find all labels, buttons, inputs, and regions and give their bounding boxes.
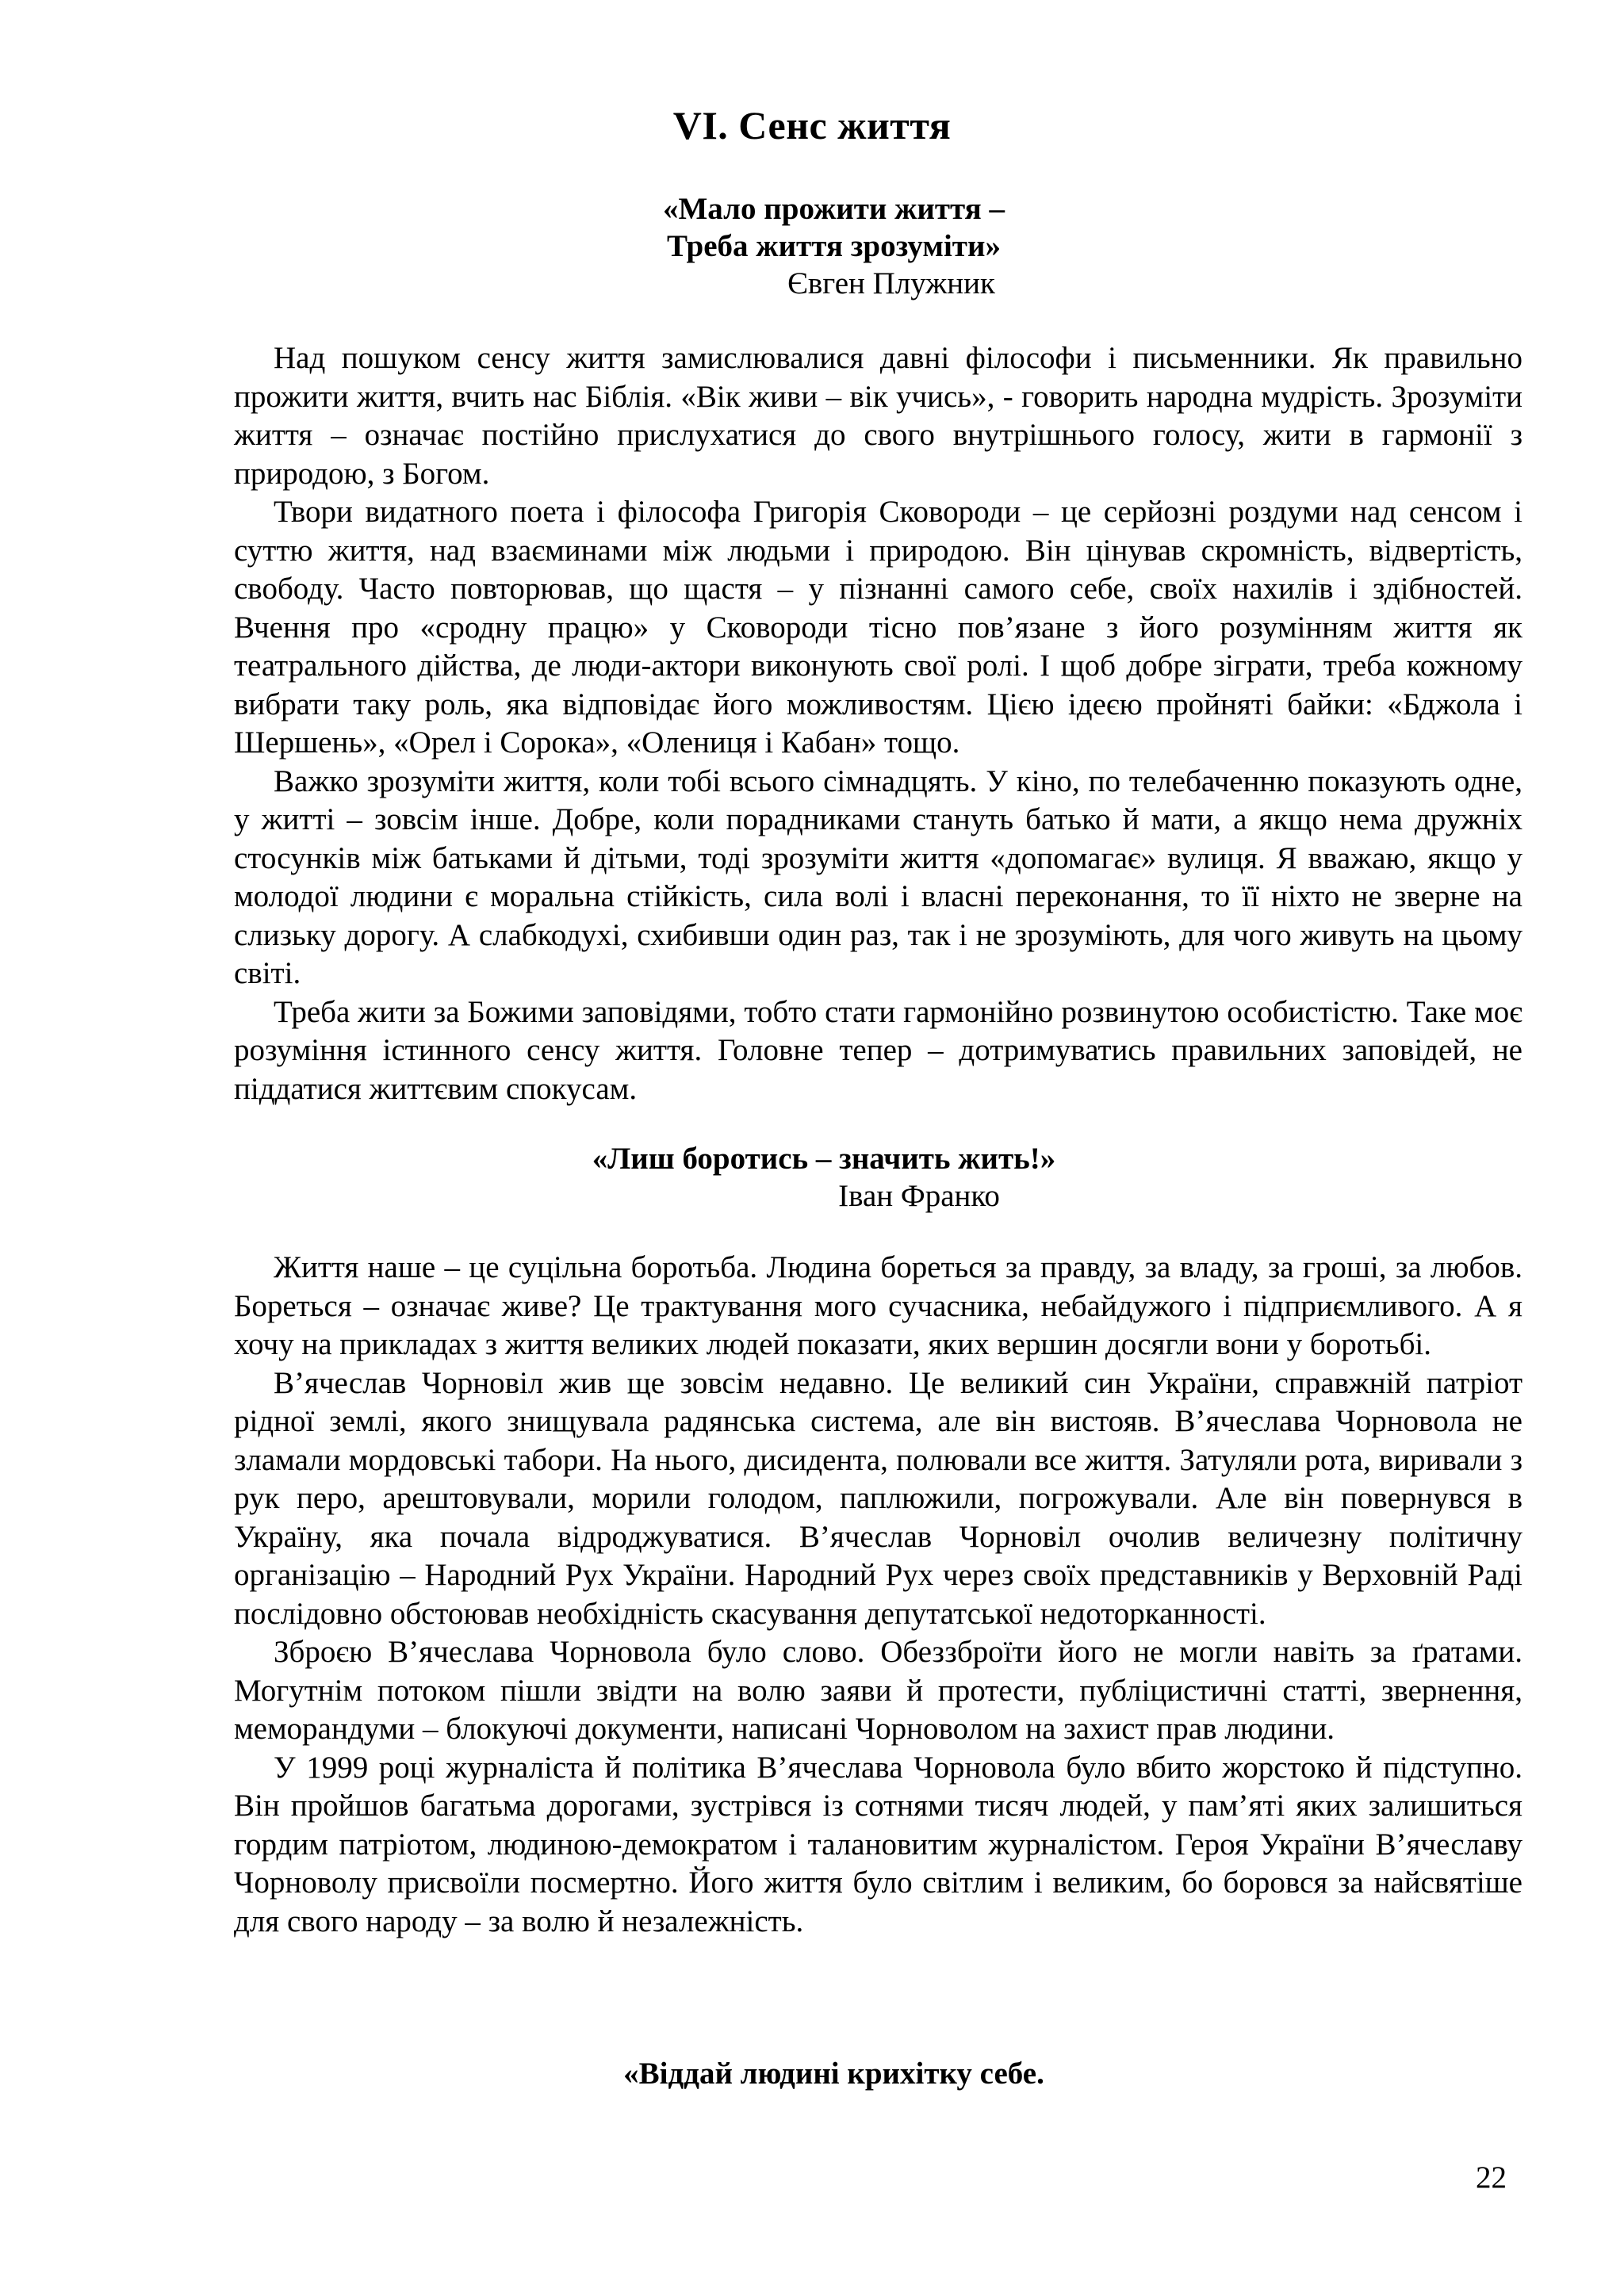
section-2-body	[234, 1249, 1522, 1941]
epigraph-line: Треба життя зрозуміти»	[667, 229, 1001, 263]
epigraph-line: «Лиш боротись – значить жить!»	[592, 1142, 1056, 1176]
chapter-title: VI. Сенс життя	[672, 103, 952, 147]
epigraph-author: Іван Франко	[838, 1179, 1000, 1213]
paragraph: Треба жити за Божими заповідями, тобто стати гармонійно розвинутою особистістю. Таке моє розуміння істинного сенсу життя. Головне тепер – дотримуватись правильних заповідей, не піддатися життєвим спокусам.	[234, 994, 1522, 1106]
paragraph: Зброєю В’ячеслава Чорновола було слово. Обеззброїти його не могли навіть за ґратами. Могутнім потоком пішли звідти на волю заяви й протести, публіцистичні статті, звернення, меморандуми – блокуючі документи, написані Чорноволом на захист прав людини.	[234, 1635, 1522, 1746]
page-number: 22	[1476, 2160, 1507, 2195]
paragraph: Твори видатного поета і філософа Григорія Сковороди – це серйозні роздуми над сенсом і суттю життя, над взаєминами між людьми і природою. Він цінував скромність, відвертість, свободу. Часто повторював, що щастя – у пізнанні самого себе, своїх нахилів і здібностей. Вчення про «сродну працю» у Сковороди тісно пов’язане з його розумінням життя як театрального дійства, де люди-актори виконують свої ролі. І щоб добре зіграти, треба кожному вибрати таку роль, яка відповідає його можливостям. Цією ідеєю пройняті байки: «Бджола і Шершень», «Орел і Сорока», «Олениця і Кабан» тощо.	[234, 495, 1522, 760]
epigraph-line: «Мало прожити життя –	[663, 192, 1005, 226]
paragraph: Важко зрозуміти життя, коли тобі всього сімнадцять. У кіно, по телебаченню показують одне, у житті – зовсім інше. Добре, коли порадниками стануть батько й мати, а якщо нема дружніх стосунків між батьками й дітьми, тоді зрозуміти життя «допомагає» вулиця. Я вважаю, якщо у молодої людини є моральна стійкість, сила волі і власні переконання, то її ніхто не зверне на слизьку дорогу. А слабкодухі, схибивши один раз, так і не зрозуміють, для чого живуть на цьому світі.	[234, 763, 1522, 990]
paragraph: В’ячеслав Чорновіл жив ще зовсім недавно. Це великий син України, справжній патріот рідної землі, якого знищувала радянська система, але він вистояв. В’ячеслава Чорновола не зламали мордовські табори. На нього, дисидента, полювали все життя. Затуляли рота, виривали з рук перо, арештовували, морили голодом, паплюжили, погрожували. Але він повернувся в Україну, яка почала відроджуватися. В’ячеслав Чорновіл очолив величезну політичну організацію – Народний Рух України. Народний Рух через своїх представників у Верховній Раді послідовно обстоював необхідність скасування депутатської недоторканності.	[234, 1365, 1522, 1631]
epigraph-pluzhnyk	[0, 190, 1624, 302]
paragraph: У 1999 році журналіста й політика В’ячеслава Чорновола було вбито жорстоко й підступно. Він пройшов багатьма дорогами, зустрівся із сотнями тисяч людей, у пам’яті яких залишиться гордим патріотом, людиною-демократом і талановитим журналістом. Героя України В’ячеславу Чорноволу присвоїли посмертно. Його життя було світлим і великим, бо боровся за найсвятіше для свого народу – за волю й незалежність.	[234, 1750, 1522, 1938]
epigraph-line: «Віддай людині крихітку себе.	[623, 2057, 1044, 2091]
epigraph-third	[0, 2055, 1624, 2092]
section-1-body	[234, 339, 1522, 1108]
epigraph-author: Євген Плужник	[787, 266, 995, 300]
paragraph: Життя наше – це суцільна боротьба. Людина бореться за правду, за владу, за гроші, за любов. Бореться – означає живе? Це трактування мого сучасника, небайдужого і підприємливого. А я хочу на прикладах з життя великих людей показати, яких вершин досягли вони у боротьбі.	[234, 1250, 1522, 1361]
epigraph-franko	[0, 1140, 1624, 1215]
paragraph: Над пошуком сенсу життя замислювалися давні філософи і письменники. Як правильно прожити життя, вчить нас Біблія. «Вік живи – вік учись», - говорить народна мудрість. Зрозуміти життя – означає постійно прислухатися до свого внутрішнього голосу, жити в гармонії з природою, з Богом.	[234, 341, 1522, 491]
